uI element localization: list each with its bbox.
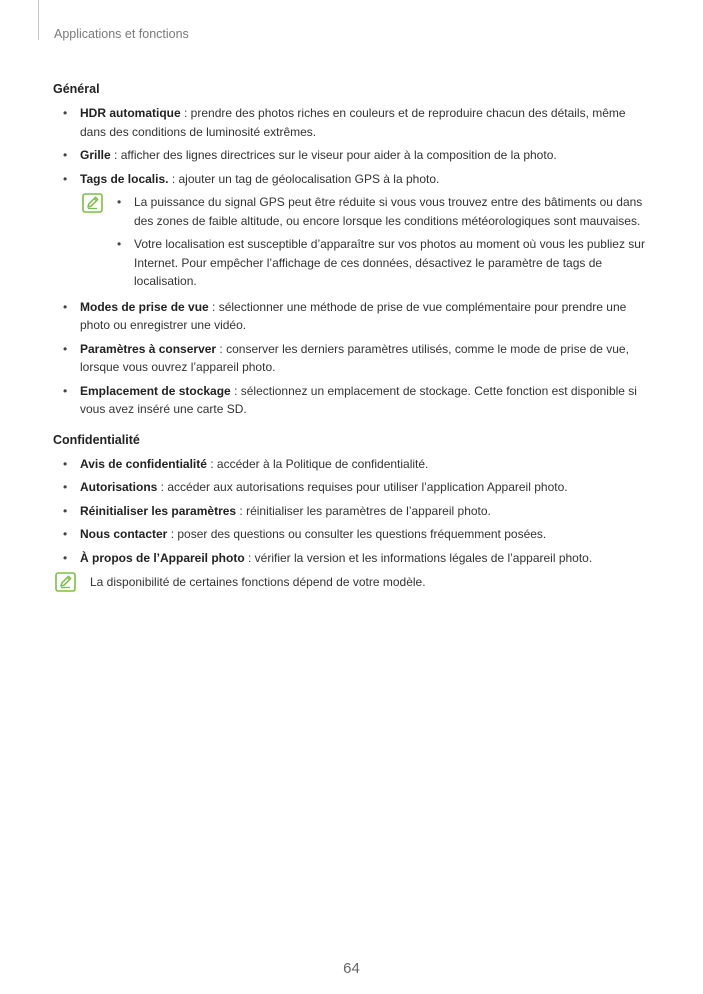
- list-item: • À propos de l’Appareil photo : vérifier la version et les informations légales de l’appareil photo.: [53, 549, 653, 568]
- header-rule: [38, 0, 39, 40]
- availability-note-text: La disponibilité de certaines fonctions dépend de votre modèle.: [90, 575, 426, 589]
- gps-note: [80, 193, 653, 291]
- note-pencil-icon: [55, 572, 76, 592]
- list-item: • Autorisations : accéder aux autorisations requises pour utiliser l’application Appareil photo.: [53, 478, 653, 497]
- availability-note: [53, 572, 653, 592]
- list-item: • Réinitialiser les paramètres : réinitialiser les paramètres de l’appareil photo.: [53, 502, 653, 521]
- note-item: • Votre localisation est susceptible d’apparaître sur vos photos au moment où vous les publiez sur Internet. Pour empêcher l’affichage de ces données, désactivez le paramètre de tags de localisation.: [134, 235, 653, 291]
- list-item: • Paramètres à conserver : conserver les derniers paramètres utilisés, comme le mode de prise de vue, lorsque vous ouvrez l’appareil photo.: [53, 340, 653, 377]
- general-list: [53, 104, 653, 188]
- list-item: • Nous contacter : poser des questions ou consulter les questions fréquemment posées.: [53, 525, 653, 544]
- running-header: Applications et fonctions: [54, 27, 189, 41]
- note-list: [134, 193, 653, 291]
- privacy-list: [53, 455, 653, 568]
- list-item: • Grille : afficher des lignes directrices sur le viseur pour aider à la composition de la photo.: [53, 146, 653, 165]
- general-list-continued: [53, 298, 653, 419]
- list-item: • Avis de confidentialité : accéder à la Politique de confidentialité.: [53, 455, 653, 474]
- page-content: [53, 82, 653, 592]
- list-item: • Emplacement de stockage : sélectionnez un emplacement de stockage. Cette fonction est disponible si vous avez inséré une carte SD.: [53, 382, 653, 419]
- list-item: • Modes de prise de vue : sélectionner une méthode de prise de vue complémentaire pour prendre une photo ou enregistrer une vidéo.: [53, 298, 653, 335]
- page-number: 64: [343, 960, 360, 977]
- section-title-general: Général: [53, 82, 100, 96]
- note-item: • La puissance du signal GPS peut être réduite si vous vous trouvez entre des bâtiments ou dans des zones de faible altitude, ou encore lorsque les conditions météorologiques sont mauvaises.: [134, 193, 653, 230]
- list-item: • HDR automatique : prendre des photos riches en couleurs et de reproduire chacun des détails, même dans des conditions de luminosité extrêmes.: [53, 104, 653, 141]
- list-item: • Tags de localis. : ajouter un tag de géolocalisation GPS à la photo.: [53, 170, 653, 189]
- section-title-privacy: Confidentialité: [53, 432, 140, 447]
- note-pencil-icon: [82, 193, 103, 213]
